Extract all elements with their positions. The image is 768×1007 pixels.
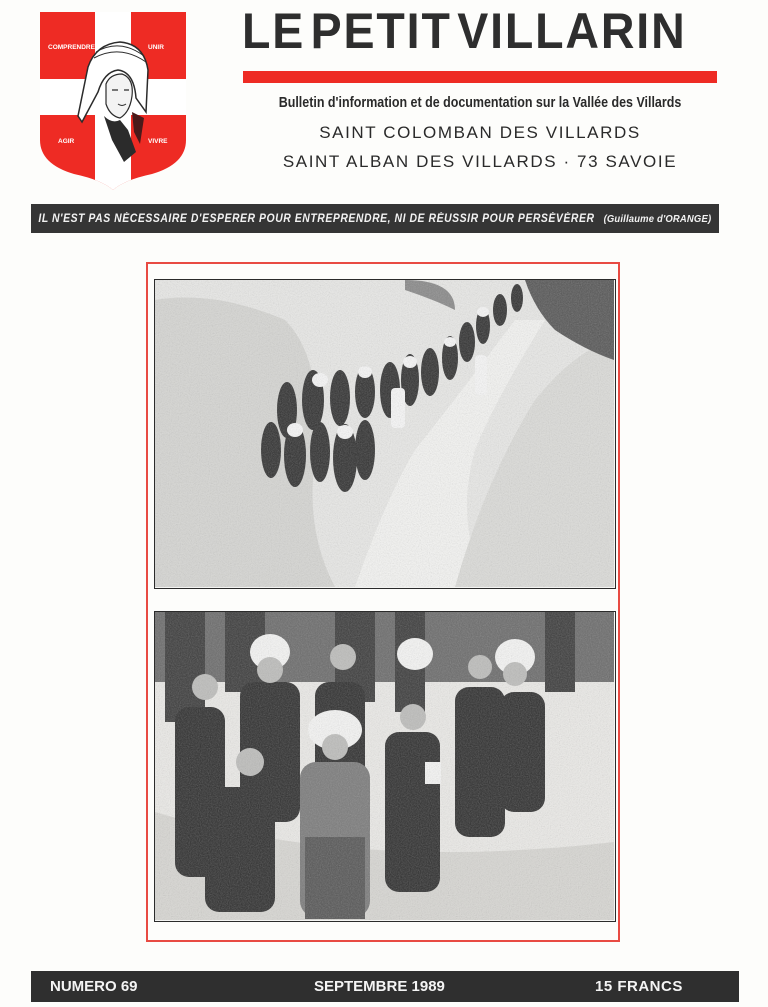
title-word: PETIT [310, 3, 452, 59]
issue-price: 15 FRANCS [595, 978, 683, 995]
svg-text:AGIR: AGIR [58, 138, 75, 145]
quote-author: (Guillaume d'ORANGE) [603, 213, 712, 225]
motto-comprendre: COMPRENDRE [48, 44, 95, 51]
title-underline-bar [243, 71, 717, 83]
procession-photo [154, 279, 616, 589]
issue-date: SEPTEMBRE 1989 [314, 978, 445, 995]
location-line-1: SAINT COLOMBAN DES VILLARDS [319, 123, 641, 142]
publication-subtitle: Bulletin d'information et de documentation sur la Vallée des Villards [278, 95, 682, 111]
publication-title [242, 4, 687, 58]
issue-info-band [31, 971, 739, 1002]
children-in-costume-photo [154, 611, 616, 922]
svg-text:VIVRE: VIVRE [148, 138, 168, 145]
title-word: VILLARIN [457, 3, 687, 59]
motto-quote-band [31, 204, 719, 233]
svg-text:UNIR: UNIR [148, 44, 164, 51]
coat-of-arms-logo [40, 12, 186, 190]
location-line-2: SAINT ALBAN DES VILLARDS · 73 SAVOIE [282, 152, 678, 171]
title-word: LE [242, 3, 306, 59]
quote-text: IL N'EST PAS NÉCESSAIRE D'ESPERER POUR ENTREPRENDRE, NI DE RÉUSSIR POUR PERSÉVÉRER [38, 212, 595, 225]
issue-number: NUMERO 69 [50, 978, 138, 995]
quote [39, 212, 712, 225]
